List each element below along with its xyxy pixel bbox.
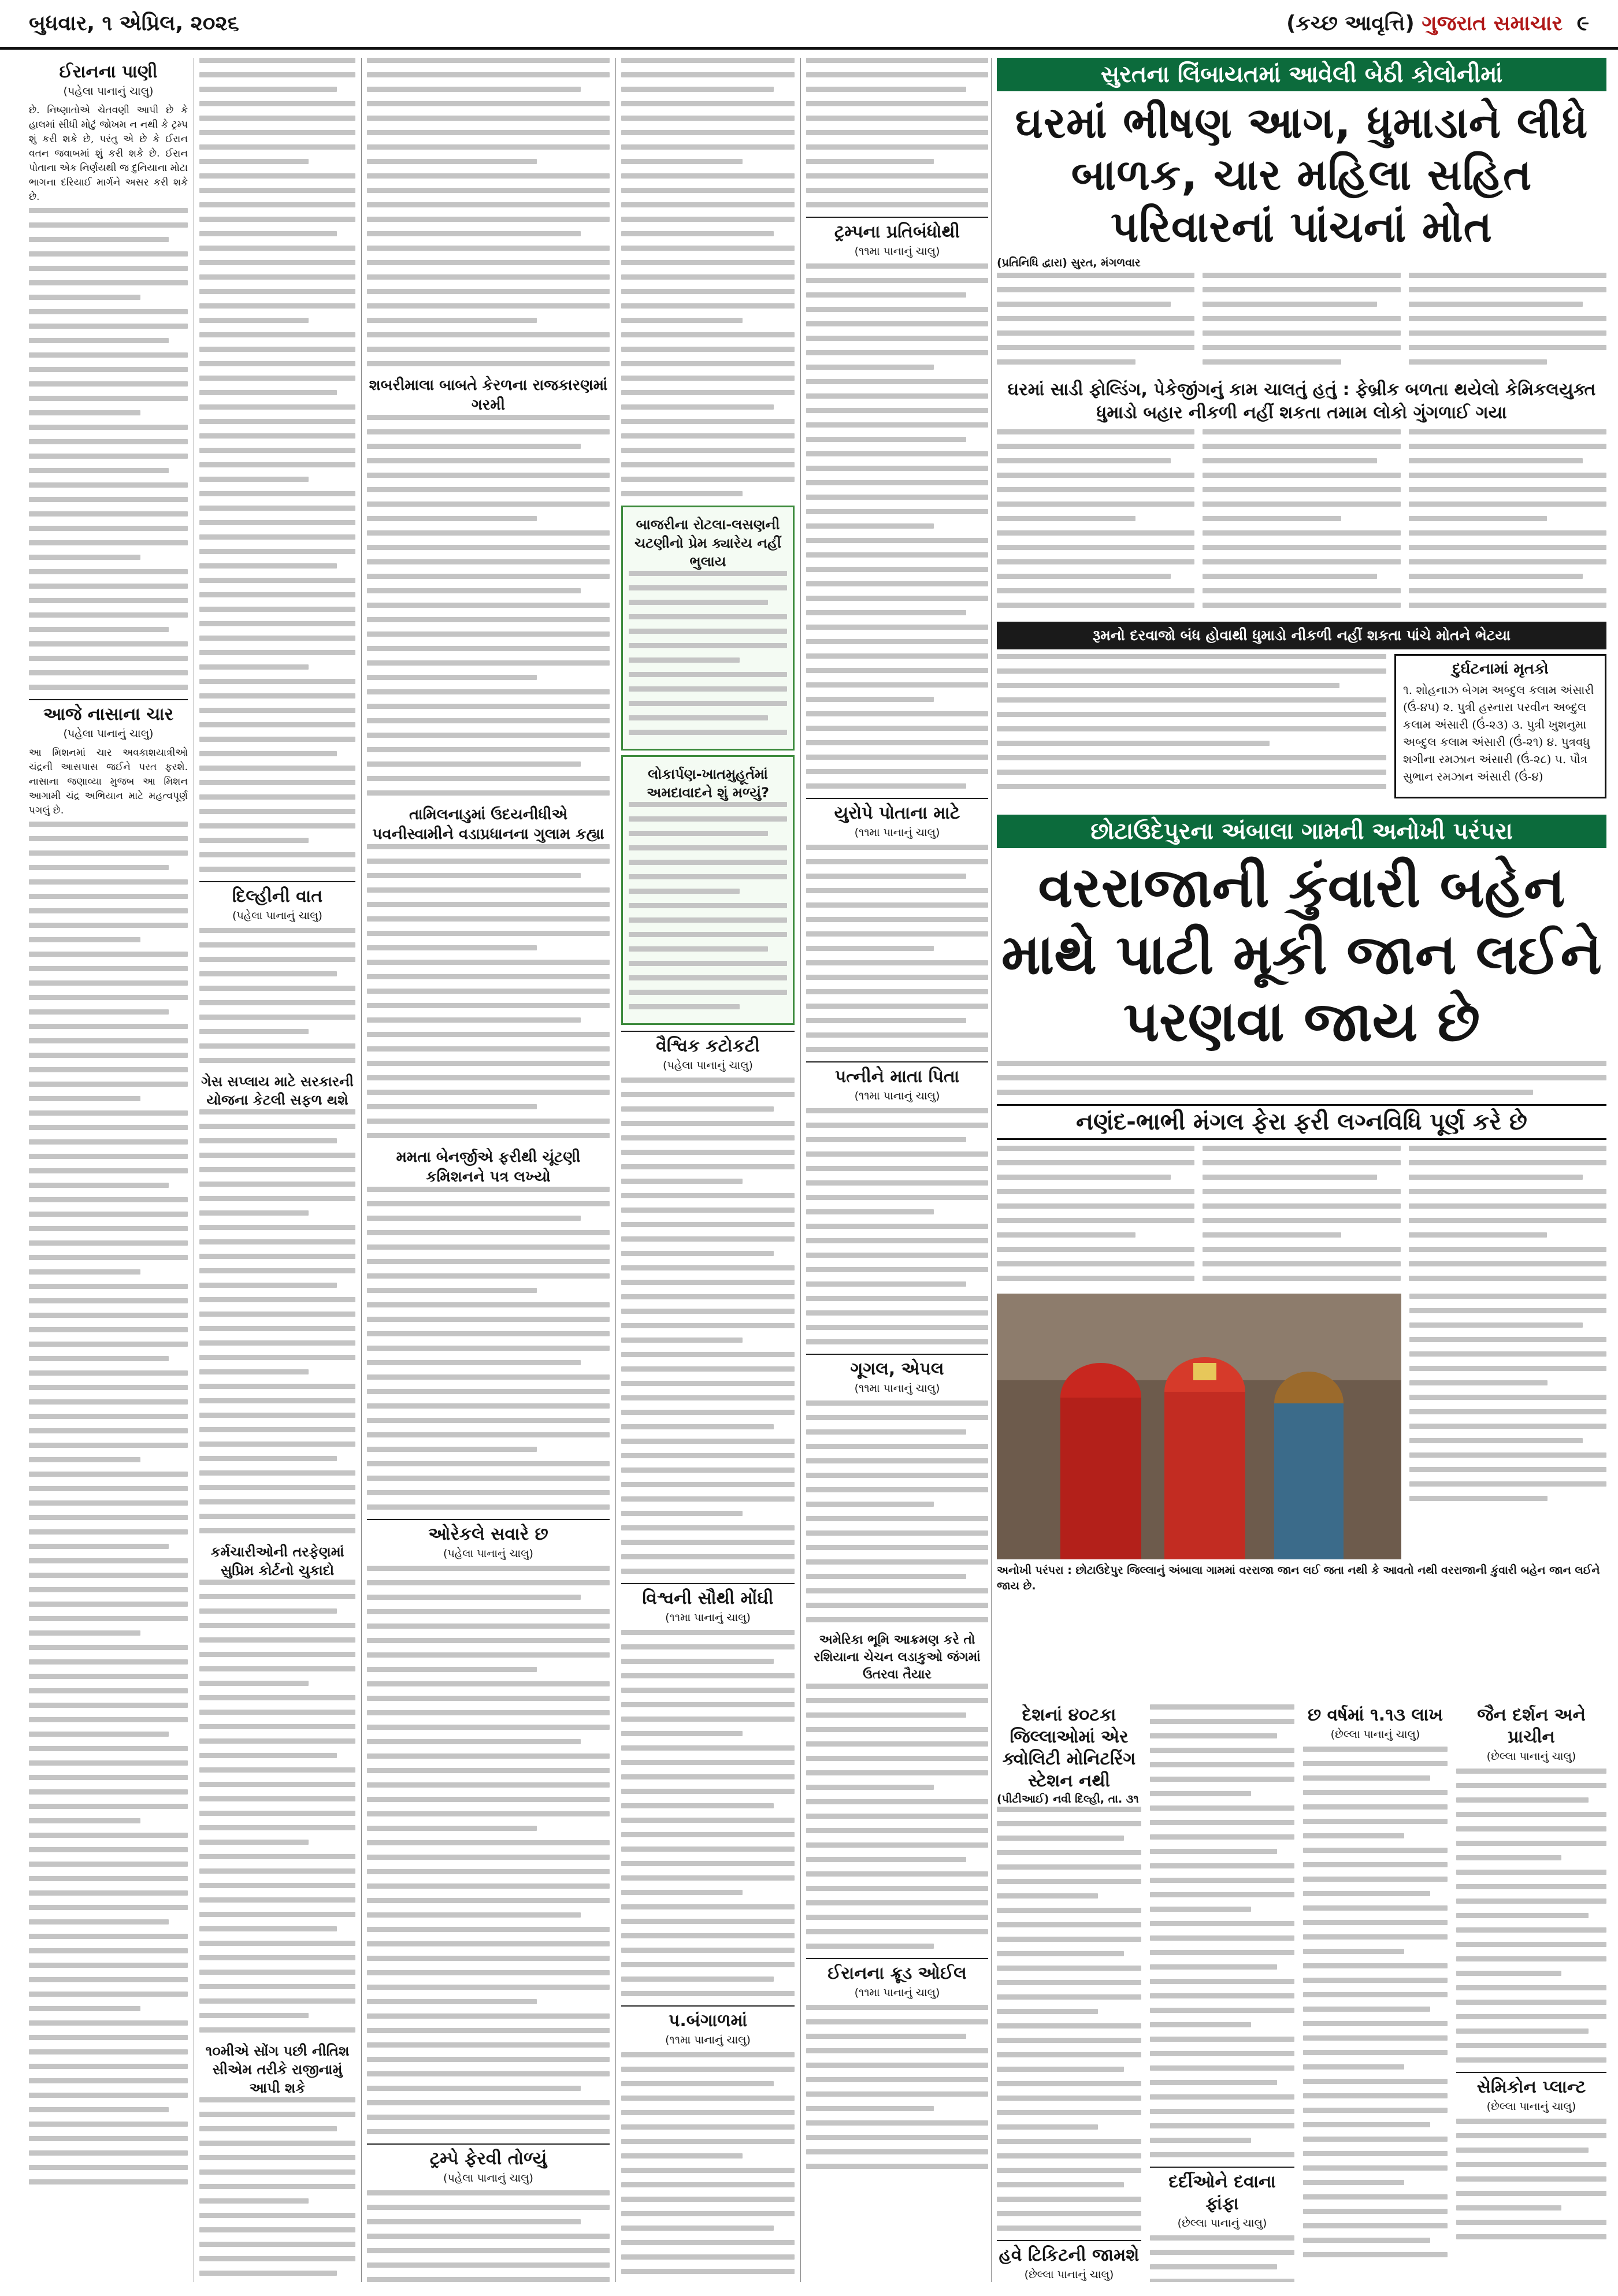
continuation-label: (૧૧મા પાનાનું ચાલુ) — [854, 1090, 940, 1102]
article-title: ટ્રમ્પના પ્રતિબંધોથી — [834, 222, 960, 242]
article-title: હવે ટિકિટની જામશે — [999, 2245, 1140, 2265]
story-text-col — [1409, 273, 1606, 374]
article-title: જૈન દર્શન અને પ્રાચીન — [1477, 1705, 1586, 1747]
article-text-block — [367, 415, 610, 796]
lower-col-1 — [997, 1704, 1141, 2282]
article-text-block — [806, 1400, 988, 1622]
continuation-label: (પહેલા પાનાનું ચાલુ) — [443, 1547, 533, 1560]
story-text-col — [997, 654, 1386, 798]
lower-col-4 — [1456, 1704, 1606, 2282]
box-title: લોકાર્પણ-ખાતમુહૂર્તમાં અમદાવાદને શું મળ્યું? — [646, 766, 769, 801]
tradition-story — [997, 815, 1606, 1597]
lower-col-2 — [1150, 1704, 1294, 2282]
column-1 — [29, 58, 188, 2282]
continuation-label: (૧૧મા પાનાનું ચાલુ) — [854, 1986, 940, 1999]
article-text-block — [621, 1630, 795, 1996]
continuation-label: (પહેલા પાનાનું ચાલુ) — [663, 1059, 753, 1072]
article-title: વૈશ્વિક કટોકટી — [656, 1036, 760, 1056]
story-subheadline: ઘરમાં સાડી ફોલ્ડિંગ, પેકેજીંગનું કામ ચાલતું હતું : ફેબ્રીક બળતા થયેલો કેમિકલયુક્ત ધુમાડો બહાર નીકળી નહીં શકતા તમામ લોકો ગુંગળાઈ ગયા — [1007, 380, 1596, 423]
article-title: આજે નાસાના ચાર — [43, 704, 174, 725]
lower-col-3 — [1303, 1704, 1448, 2282]
article-title: ગેસ સપ્લાય માટે સરકારની યોજના કેટલી સફળ થશે — [201, 1073, 354, 1108]
article-title: સેમિકોન પ્લાન્ટ — [1476, 2077, 1586, 2097]
victims-box — [1394, 654, 1606, 798]
article-title: ટ્રમ્પે ફેરવી તોળ્યું — [429, 2149, 547, 2169]
story-subheadline: નણંદ-ભાભી મંગલ ફેરા ફરી લગ્નવિધિ પૂર્ણ કરે છે — [997, 1104, 1606, 1140]
article-text-block — [806, 263, 988, 789]
article-text-block — [806, 58, 988, 207]
article-title: છ વર્ષમાં ૧.૧૩ લાખ — [1308, 1705, 1443, 1725]
article-title: દેશનાં ૪૦ટકા જિલ્લાઓમાં એર ક્વોલિટી મોનિટરિંગ સ્ટેશન નથી — [1002, 1705, 1136, 1791]
article-text-block — [806, 1684, 988, 1949]
article-title: ઈરાનના પાણી — [59, 62, 158, 82]
column-5 — [806, 58, 988, 2282]
column-2 — [199, 58, 355, 2282]
article-body: આ મિશનમાં ચાર અવકાશયાત્રીઓ ચંદ્રની આસપાસ જઈને પરત ફરશે. નાસાના જણાવ્યા મુજબ આ મિશન આગામી ચંદ્ર અભિયાન માટે મહત્વપૂર્ણ પગલું છે. — [29, 747, 188, 816]
article-text-block — [806, 845, 988, 1052]
lower-stories — [997, 1704, 1606, 2282]
continuation-label: (પહેલા પાનાનું ચાલુ) — [63, 85, 154, 98]
article-title: પ.બંગાળમાં — [668, 2011, 748, 2031]
wedding-photo-illustration — [997, 1294, 1401, 1559]
story-text-col — [997, 429, 1194, 617]
article-text-block — [367, 1187, 610, 1510]
article-title: તામિલનાડુમાં ઉદયનીધીએ પવનીસ્વામીને વડાપ્રધાનના ગુલામ કહ્યા — [372, 806, 604, 843]
continuation-label: (છેલ્લા પાનાનું ચાલુ) — [1177, 2217, 1267, 2230]
article-text-block — [621, 58, 795, 496]
article-title: પત્નીને માતા પિતા — [834, 1067, 960, 1087]
photo-caption: અનોખી પરંપરા : છોટાઉદેપુર જિલ્લાનું અંબાલા ગામમાં વરરાજા જાન લઈ જતા નથી કે આવતો નથી વરરાજાની કુંવારી બહેન જાન લઈને જાય છે. — [997, 1564, 1600, 1592]
article-text-block — [199, 1580, 355, 2033]
continuation-label: (છેલ્લા પાનાનું ચાલુ) — [1330, 1728, 1420, 1741]
continuation-label: (૧૧મા પાનાનું ચાલુ) — [665, 1611, 751, 1624]
article-title: મમતા બેનર્જીએ ફરીથી ચૂંટણી કમિશનને પત્ર લખ્યો — [396, 1149, 581, 1186]
victims-title: દુર્ઘટનામાં મૃતકો — [1452, 660, 1549, 678]
article-text-block — [621, 2052, 795, 2282]
article-text-block — [806, 1108, 988, 1344]
lead-story-fire — [997, 58, 1606, 798]
article-title: દર્દીઓને દવાના ફાંફા — [1168, 2172, 1276, 2214]
article-text-block — [367, 844, 610, 1138]
story-text-col — [1409, 1294, 1606, 1559]
article-title: ૧૦મીએ સોંગ પછી નીતિશ સીએમ તરીકે રાજીનામું આપી શકે — [205, 2043, 350, 2096]
article-text-block — [199, 928, 355, 1063]
story-text-col — [1203, 429, 1400, 617]
article-title: યુરોપે પોતાના માટે — [834, 803, 960, 823]
story-headline: વરરાજાની કુંવારી બહેન માથે પાટી મૂકી જાન લઈને પરણવા જાય છે — [1001, 855, 1602, 1054]
continuation-label: (છેલ્લા પાનાનું ચાલુ) — [1024, 2268, 1114, 2281]
article-title: વિશ્વની સૌથી મોંઘી — [642, 1588, 774, 1608]
article-text-block — [621, 1078, 795, 1574]
story-text-col — [1203, 1146, 1400, 1290]
article-text-block — [29, 822, 188, 2184]
continuation-label: (પહેલા પાનાનું ચાલુ) — [443, 2172, 533, 2184]
continuation-label: (૧૧મા પાનાનું ચાલુ) — [665, 2034, 751, 2046]
article-body: છે. નિષ્ણાતોએ ચેતવણી આપી છે કે હાલમાં સીધી મોટું જોખમ ન નથી કે ટ્રમ્પ શું કરી શકે છે, પરંતુ એ છે કે ઈરાન વતન જવાબમાં શું કરી શકે છે. ઈરાન પોતાના એક નિર્ણયથી જ દુનિયાના મોટા ભાગના દરિયાઈ માર્ગને અસર કરી શકે છે. — [29, 105, 188, 203]
article-text-block — [199, 1109, 355, 1533]
article-title: દિલ્હીની વાત — [232, 886, 323, 906]
victims-list: ૧. શોહનાઝ બેગમ અબ્દુલ કલામ અંસારી (ઉં-૪૫) ૨. પુત્રી હસ્નારા પરવીન અબ્દુલ કલામ અંસારી (ઉં-૨૩) ૩. પુત્રી ખુશનુમા અબ્દુલ કલામ અંસારી (ઉં-૨૧) ૪. પુત્રવધુ શગીના રમઝાન અંસારી (ઉં-૨૮) ૫. પૌત્ર સુભાન રમઝાન અંસારી (ઉં-૪) — [1403, 683, 1594, 783]
article-text-block — [199, 2097, 355, 2282]
story-text-col — [1409, 1146, 1606, 1290]
article-title: ગૂગલ, એપલ — [850, 1359, 944, 1379]
paper-name: ગુજરાત સમાચાર — [1422, 11, 1563, 35]
continuation-label: (૧૧મા પાનાનું ચાલુ) — [854, 245, 940, 258]
continuation-label: (પહેલા પાનાનું ચાલુ) — [232, 909, 322, 922]
column-4 — [621, 58, 795, 2282]
column-3 — [367, 58, 610, 2282]
article-title: શબરીમાલા બાબતે કેરળના રાજકારણમાં ગરમી — [369, 377, 608, 414]
article-title: ઓરેકલે સવારે છ — [428, 1524, 548, 1544]
article-text-block — [629, 802, 787, 1009]
story-text-col — [1203, 273, 1400, 374]
boxed-story — [621, 506, 795, 751]
continuation-label: (૧૧મા પાનાનું ચાલુ) — [854, 1382, 940, 1395]
story-kicker: સુરતના લિંબાયતમાં આવેલી બેઠી કોલોનીમાં — [997, 58, 1606, 91]
story-headline: ઘરમાં ભીષણ આગ, ધુમાડાને લીધે બાળક, ચાર મહિલા સહિત પરિવારનાં પાંચનાં મોત — [1015, 98, 1589, 252]
article-title: કર્મચારીઓની તરફેણમાં સુપ્રિમ કોર્ટનો ચુકાદો — [210, 1544, 344, 1578]
story-highlight-band: રૂમનો દરવાજો બંધ હોવાથી ધુમાડો નીકળી નહીં શકતા પાંચે મોતને ભેટયા — [997, 622, 1606, 649]
story-text-col — [997, 1146, 1194, 1290]
box-title: બાજરીના રોટલા-લસણની ચટણીનો પ્રેમ ક્યારેય નહીં ભુલાય — [634, 517, 782, 570]
wedding-photo — [997, 1294, 1401, 1559]
story-text-col — [997, 273, 1194, 374]
story-dateline: (પ્રતિનિધિ દ્વારા) સુરત, મંગળવાર — [997, 257, 1141, 269]
edition-label: (કચ્છ આવૃત્તિ) — [1286, 11, 1415, 35]
article-title: ઈરાનના ક્રૂડ ઓઈલ — [827, 1963, 967, 1983]
story-text-col — [1409, 429, 1606, 617]
article-text-block — [367, 2190, 610, 2282]
story-kicker: છોટાઉદેપુરના અંબાલા ગામની અનોખી પરંપરા — [997, 815, 1606, 848]
story-text-block — [997, 1061, 1606, 1095]
article-text-block — [629, 571, 787, 735]
continuation-label: (છેલ્લા પાનાનું ચાલુ) — [1486, 2100, 1576, 2113]
article-title: અમેરિકા ભૂમિ આક્રમણ કરે તો રશિયાના ચેચન લડાકુઓ જંગમાં ઉતરવા તૈયાર — [814, 1633, 981, 1682]
article-dateline: (પીટીઆઈ) નવી દિલ્હી, તા. ૩૧ — [997, 1793, 1139, 1805]
continuation-label: (૧૧મા પાનાનું ચાલુ) — [854, 826, 940, 839]
continuation-label: (પહેલા પાનાનું ચાલુ) — [63, 727, 154, 740]
paper-title-block — [1286, 12, 1589, 36]
article-text-block — [806, 2005, 988, 2169]
page-number: ૯ — [1576, 11, 1589, 35]
issue-date: બુધવાર, ૧ એપ્રિલ, ૨૦૨૬ — [29, 11, 239, 35]
continuation-label: (છેલ્લા પાનાનું ચાલુ) — [1486, 1750, 1576, 1763]
masthead — [0, 0, 1618, 50]
article-text-block — [367, 58, 610, 366]
article-text-block — [367, 1566, 610, 2134]
boxed-story — [621, 755, 795, 1025]
article-text-block — [29, 208, 188, 690]
article-text-block — [199, 58, 355, 872]
